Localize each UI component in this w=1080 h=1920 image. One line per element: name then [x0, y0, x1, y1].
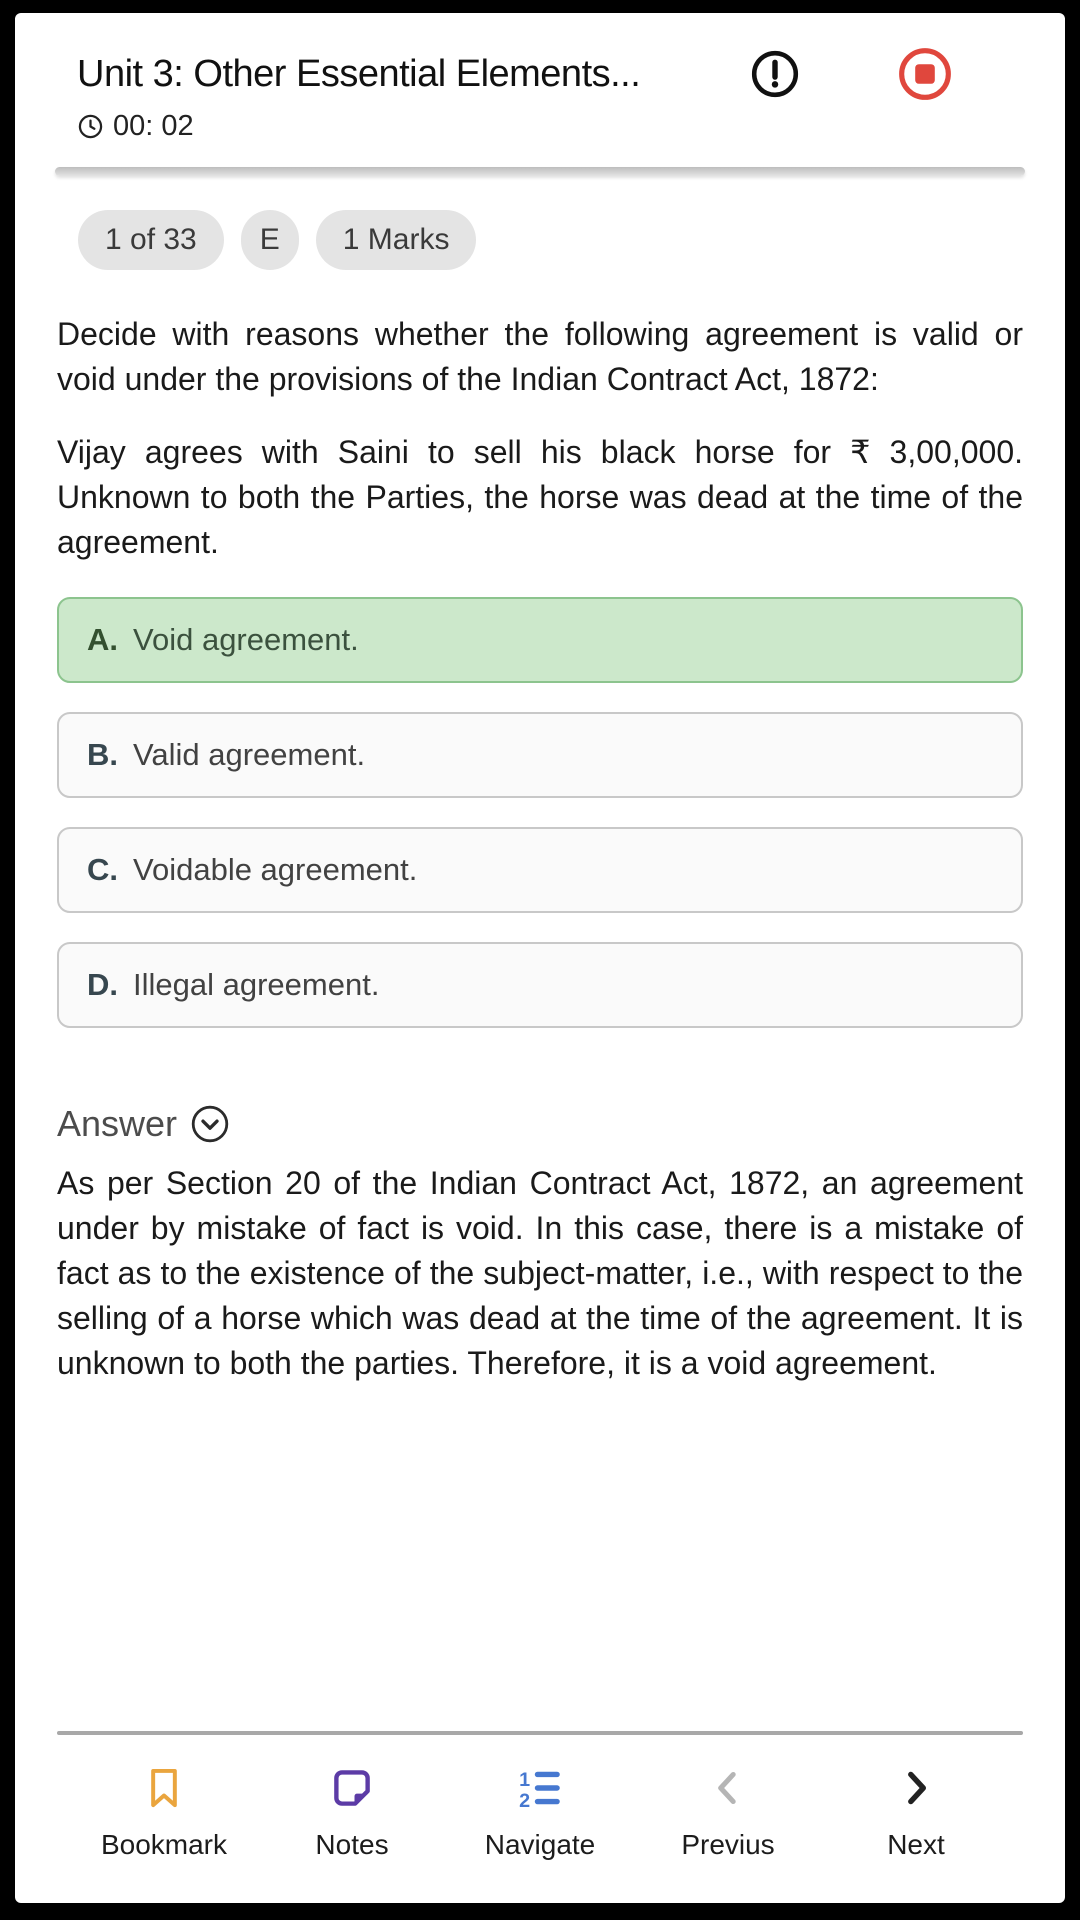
chevron-down-circle-icon[interactable]: [189, 1103, 231, 1145]
option-a[interactable]: [57, 597, 1023, 683]
header: [15, 13, 1065, 102]
quiz-screen: [15, 13, 1065, 1903]
answer-label: Answer: [57, 1103, 178, 1144]
option-c-letter: C.: [87, 852, 118, 887]
question-intro: Decide with reasons whether the following agreement is valid or void under the provisions of the Indian Contract Act, 1872:: [57, 316, 1023, 397]
svg-text:1: 1: [519, 1768, 531, 1791]
question-body: Vijay agrees with Saini to sell his black horse for ₹ 3,00,000. Unknown to both the Parties, the horse was dead at the time of the agreement.: [57, 434, 1023, 560]
bookmark-icon: [139, 1763, 189, 1813]
option-c-text: Voidable agreement.: [133, 852, 418, 887]
navigate-label: Navigate: [484, 1829, 596, 1860]
note-icon: [327, 1763, 377, 1813]
option-c[interactable]: [57, 827, 1023, 913]
options-list: [57, 597, 1023, 1057]
timer: [15, 102, 1065, 143]
option-a-letter: A.: [87, 622, 118, 657]
question: [57, 312, 1023, 565]
chevron-left-icon: [703, 1763, 753, 1813]
bookmark-button[interactable]: [76, 1763, 252, 1903]
next-label: Next: [887, 1829, 945, 1860]
option-b-text: Valid agreement.: [133, 737, 366, 772]
page-title: Unit 3: Other Essential Elements...: [77, 52, 641, 95]
notes-button[interactable]: [264, 1763, 440, 1903]
option-b-letter: B.: [87, 737, 118, 772]
bookmark-label: Bookmark: [100, 1829, 228, 1860]
option-d-text: Illegal agreement.: [133, 967, 380, 1002]
previous-button[interactable]: [640, 1763, 816, 1903]
timer-value: 00: 02: [113, 110, 194, 142]
header-divider: [55, 167, 1025, 176]
option-d[interactable]: [57, 942, 1023, 1028]
clock-icon: [77, 113, 104, 140]
previous-label: Previus: [681, 1829, 775, 1860]
option-a-text: Void agreement.: [133, 622, 359, 657]
question-position-badge: 1 of 33: [78, 210, 224, 270]
option-b[interactable]: [57, 712, 1023, 798]
bottom-nav: [15, 1735, 1065, 1903]
difficulty-badge: E: [241, 210, 299, 270]
marks-badge: 1 Marks: [316, 210, 477, 270]
next-button[interactable]: [828, 1763, 1004, 1903]
option-d-letter: D.: [87, 967, 118, 1002]
question-meta: [78, 210, 1065, 270]
svg-text:2: 2: [519, 1789, 531, 1812]
alert-circle-icon[interactable]: [749, 48, 801, 100]
stop-record-icon[interactable]: [897, 46, 953, 102]
answer-explanation: As per Section 20 of the Indian Contract Act, 1872, an agreement under by mistake of fact is void. In this case, there is a mistake of fact as to the existence of the subject-matter, i.e., with respect to the selling of a horse which was dead at the time of the agreement. It is unknown to both the parties. Therefore, it is a void agreement.: [57, 1165, 1023, 1381]
numbered-list-icon: [515, 1763, 565, 1813]
notes-label: Notes: [315, 1829, 389, 1860]
navigate-button[interactable]: [452, 1763, 628, 1903]
answer-section: [57, 1103, 1023, 1386]
chevron-right-icon: [891, 1763, 941, 1813]
answer-toggle[interactable]: [57, 1103, 1023, 1145]
footer: [15, 1731, 1065, 1903]
